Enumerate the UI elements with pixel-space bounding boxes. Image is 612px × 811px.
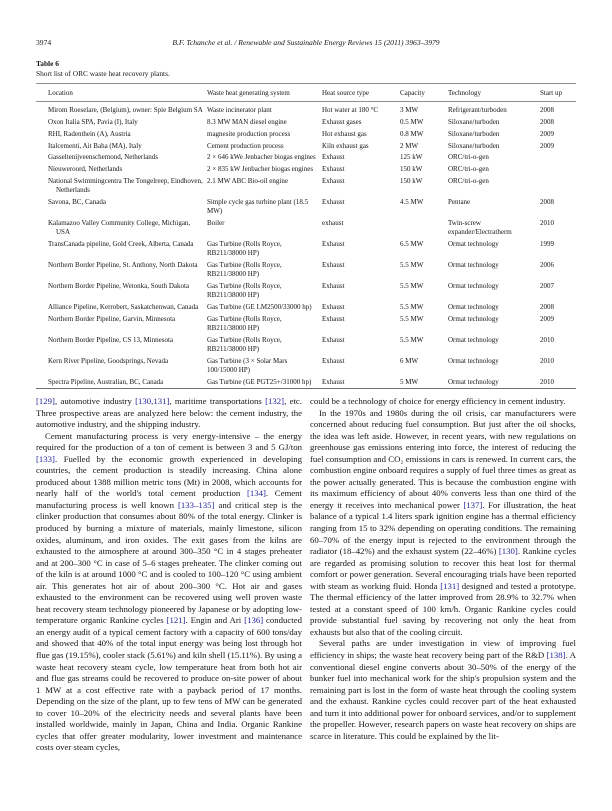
table-row [36, 260, 576, 281]
table-caption-block [36, 59, 576, 79]
cell-heat-source: Exhaust [322, 314, 345, 323]
cell-capacity: 0.5 MW [400, 118, 424, 126]
cell-heat-source: Exhaust gases [322, 118, 362, 126]
cell-location: Kalamazoo Valley Community College, Michigan, USA [48, 218, 191, 237]
cell-capacity: 4.5 MW [400, 197, 424, 206]
column-header: Location [36, 84, 207, 102]
citation-link[interactable]: [136] [244, 615, 264, 626]
cell-technology: ORC/tri-o-gen [448, 176, 489, 185]
cell-technology: Siloxane/turboden [448, 141, 500, 150]
cell-system: Waste incinerator plant [207, 106, 272, 115]
cell-system: 2 × 835 kW Jenbacher biogas engines [207, 165, 314, 174]
cell-technology: ORC/tri-o-gen [448, 153, 489, 162]
cell-capacity: 5.5 MW [400, 281, 424, 290]
table-label: Table 6 [36, 59, 59, 68]
table-body [36, 102, 576, 389]
cell-technology: Siloxane/turboden [448, 129, 500, 138]
table-row [36, 129, 576, 141]
cell-heat-source: Exhaust [322, 260, 345, 269]
cell-heat-source: Exhaust [322, 356, 345, 365]
cell-location: Mirom Roeselare, (Belgium), owner: Spie Belgium SA [48, 106, 203, 115]
cell-system: Gas Turbine (3 × Solar Mars 100/15000 HP) [207, 356, 288, 374]
cell-heat-source: Hot water at 180 °C [322, 106, 379, 115]
column-header: Technology [448, 84, 540, 102]
citation-link[interactable]: [134] [246, 488, 266, 499]
table-row [36, 102, 576, 117]
cell-technology: Refrigerant/turboden [448, 106, 507, 115]
cell-heat-source: Exhaust [322, 302, 345, 311]
cell-location: Italcementi, Ait Baha (MA), Italy [48, 141, 142, 150]
cell-location: Northern Border Pipeline, CS 13, Minnesota [48, 335, 174, 344]
cell-technology: Twin-screw expander/Electratherm [448, 218, 512, 237]
cell-technology: Ormat technology [448, 335, 499, 344]
table-row [36, 164, 576, 176]
cell-system: 2 × 646 kWe Jenbacher biogas engines [207, 153, 316, 162]
cell-location: Northern Border Pipeline, Garvin, Minnesota [48, 314, 176, 323]
cell-start-up: 2009 [540, 141, 554, 150]
cell-heat-source: Exhaust [322, 197, 345, 206]
column-header: Start up [540, 84, 576, 102]
cell-capacity [400, 218, 448, 239]
running-head-title: B.F. Tchanche et al. / Renewable and Sustainable Energy Reviews 15 (2011) 3963–3979 [172, 38, 440, 47]
cell-system: Boiler [207, 218, 225, 227]
cell-capacity: 150 kW [400, 165, 423, 174]
cell-location: Northern Border Pipeline, St. Anthony, North Dakota [48, 260, 198, 269]
cell-location: Savona, BC, Canada [48, 197, 106, 206]
cell-start-up: 2006 [540, 260, 554, 269]
citation-link[interactable]: [138] [546, 650, 566, 661]
cell-capacity: 150 kW [400, 176, 423, 185]
running-header [36, 38, 576, 47]
cell-capacity: 5.5 MW [400, 302, 424, 311]
cell-location: Kern River Pipeline, Goodsprings, Nevada [48, 356, 169, 365]
cell-heat-source: Exhaust [322, 377, 345, 386]
orc-plants-table [36, 83, 576, 389]
cell-technology: Ormat technology [448, 377, 499, 386]
cell-capacity: 0.8 MW [400, 129, 424, 138]
cell-technology: Ormat technology [448, 302, 499, 311]
cell-location: Gasseltenijveenschemond, Netherlands [48, 153, 159, 162]
cell-start-up [540, 176, 576, 197]
cell-system: 8.3 MW MAN diesel engine [207, 118, 287, 126]
cell-heat-source: Kiln exhaust gas [322, 141, 369, 150]
citation-link[interactable]: [137] [463, 499, 483, 510]
cell-system: Gas Turbine (Rolls Royce, RB211/38000 HP) [207, 335, 282, 353]
table-row [36, 117, 576, 129]
cell-location: TransCanada pipeline, Gold Creek, Alberta, Canada [48, 239, 194, 248]
citation-link[interactable]: [133–135] [178, 499, 215, 510]
table-row [36, 152, 576, 164]
body-text [36, 396, 576, 754]
cell-system: Gas Turbine (Rolls Royce, RB211/38000 HP) [207, 260, 282, 279]
citation-link[interactable]: [131] [440, 580, 460, 591]
table-row [36, 218, 576, 239]
cell-start-up: 2008 [540, 106, 554, 115]
cell-heat-source: Exhaust [322, 153, 345, 162]
cell-start-up: 2009 [540, 129, 554, 138]
cell-heat-source: Exhaust [322, 165, 345, 174]
table-row [36, 197, 576, 218]
cell-location: Nieuweroord, Netherlands [48, 165, 123, 174]
citation-link[interactable]: [132] [265, 396, 285, 406]
right-text-column [310, 396, 576, 742]
table-row [36, 176, 576, 197]
cell-start-up: 2010 [540, 218, 554, 227]
cell-technology: Ormat technology [448, 260, 499, 269]
page-number: 3974 [36, 38, 52, 47]
table-row [36, 313, 576, 334]
cell-system: Gas Turbine (Rolls Royce, RB211/38000 HP) [207, 314, 282, 332]
column-header: Waste heat generating system [207, 84, 322, 102]
table-caption: Short list of ORC waste heat recovery plants. [36, 68, 170, 78]
cell-technology: Ormat technology [448, 314, 499, 323]
cell-capacity: 6 MW [400, 356, 419, 365]
cell-heat-source: Exhaust [322, 239, 345, 248]
cell-capacity: 5.5 MW [400, 314, 424, 323]
cell-start-up: 2010 [540, 335, 554, 344]
cell-start-up: 2010 [540, 356, 554, 365]
table-header-row [36, 84, 576, 102]
cell-system: Gas Turbine (Rolls Royce, RB211/38000 HP) [207, 281, 282, 300]
citation-link[interactable]: [130,131] [135, 396, 170, 406]
cell-location: Alliance Pipeline, Kerrobert, Saskatchenwan, Canada [48, 302, 199, 311]
cell-heat-source: exhaust [322, 218, 344, 227]
cell-location: Oxon Italia SPA, Pavia (I), Italy [48, 118, 138, 126]
paragraph: [129], automotive industry [130,131], maritime transportations [132], etc. Three prospective areas are analyzed here below: the cement industry, the automotive industry, and the shipping industry. [36, 396, 302, 430]
table-row [36, 239, 576, 260]
cell-capacity: 125 kW [400, 153, 423, 162]
citation-link[interactable]: [129] [36, 396, 55, 406]
cell-start-up: 1999 [540, 239, 554, 248]
cell-heat-source: Exhaust [322, 335, 345, 344]
paragraph: Several paths are under investigation in view of improving fuel efficiency in ships; the waste heat recovery being part of the R&D [138]. A conventional diesel engine converts about 30–50% of the energy of the bunker fuel into mechanical work for the ship's propulsion system and the remaining part is lost in the form of waste heat through the cooling system and the exhaust. Rankine cycles could recover part of the heat exhausted and turn it into additional power for onboard services, and/or to supplement the propeller. However, research papers on waste heat recovery on ships are scarce in literature. This could be explained by the lit- [310, 638, 576, 741]
cell-capacity: 3 MW [400, 106, 419, 115]
cell-technology: Ormat technology [448, 281, 499, 290]
cell-start-up: 2010 [540, 377, 554, 386]
cell-start-up [540, 152, 576, 164]
column-header: Heat source type [322, 84, 400, 102]
paragraph: Cement manufacturing process is very energy-intensive – the energy required for the production of a ton of cement is between 3 and 5 GJ/ton [133]. Fuelled by the economic growth experienced in developing countries, the cement production is steadily increasing. China alone produced about 1388 million metric tons (Mt) in 2008, which accounts for nearly half of the world's total cement production [134]. Cement manufacturing process is well known [133–135] and critical step is the clinker production that consumes about 80% of the total energy. Clinker is produced by burning a mixture of materials, mainly limestone, silicon oxides, aluminum, and iron oxides. The exit gases from the kilns are exhausted to the atmosphere at around 300–350 °C in 4 stages preheater and at 200–300 °C in case of 5–6 stages preheater. The clinker coming out of the kiln is at around 1000 °C and is cooled to 100–120 °C using ambient air. This generates hot air of about 200–300 °C. Hot air and gases exhausted to the environment can be recovered using well proven waste heat recovery steam technology pioneered by Japanese or by adopting low-temperature organic Rankine cycles [121]. Engin and Ari [136] conducted an energy audit of a typical cement factory with a capacity of 600 tons/day and showed that 40% of the total input energy was being lost through hot flue gas (19.15%), cooler stack (5.61%) and kiln shell (15.11%). By using a waste heat recovery steam cycle, low temperature heat from both hot air and flue gas streams could be recovered to produce on-site power of about 1 MW at a cost effective rate with a payback period of 17 months. Depending on the size of the plant, up to few tens of MW can be generated to cover 10–20% of the electricity needs and several plants have been installed worldwide, mainly in Japan, China and India. Organic Rankine cycles that offer greater modularity, lower investment and maintenance costs over steam cycles, [36, 430, 303, 753]
paragraph: In the 1970s and 1980s during the oil crisis, car manufacturers were concerned about reducing fuel consumption. But just after the oil shocks, the idea was left aside. However, in recent years, with new regulations on greenhouse gas emissions entering into force, the interest of reducing the fuel consumption and CO₂ emissions in cars is renewed. In current cars, the combustion engine onboard requires a supply of fuel three times as great as the power actually generated. This is because the combustion engine with its maximum efficiency of about 40% converts less than one third of the energy it receives into mechanical power [137]. For illustration, the heat balance of a typical 1.4 liters spark ignition engine has a thermal efficiency ranging from 15 to 32% depending on operating conditions. The remaining 60–70% of the energy input is rejected to the environment through the radiator (18–42%) and the exhaust system (22–46%) [130]. Rankine cycles are regarded as promising solution to recover this heat lost for thermal comfort or power generation. Several encouraging trials have been reported with steam as working fluid. Honda [131] designed and tested a prototype. The thermal efficiency of the latter improved from 28.9% to 32.7% when tested at a constant speed of 100 km/h. Organic Rankine cycles could provide substantial fuel saving by recovering not only the heat from exhausts but also that of the cooling circuit. [310, 407, 576, 637]
cell-capacity: 5.5 MW [400, 335, 424, 344]
cell-system: Gas Turbine (GE PGT25+/31000 hp) [207, 377, 312, 386]
cell-technology: Ormat technology [448, 239, 499, 248]
table-row [36, 140, 576, 152]
citation-link[interactable]: [130] [498, 546, 518, 557]
column-header: Capacity [400, 84, 448, 102]
cell-location: Spectra Pipeline, Australian, BC, Canada [48, 377, 164, 386]
cell-heat-source: Hot exhaust gas [322, 129, 367, 138]
cell-system: Cement production process [207, 141, 284, 150]
table-row [36, 355, 576, 376]
cell-start-up: 2007 [540, 281, 554, 290]
cell-capacity: 5.5 MW [400, 260, 424, 269]
cell-system: magnesite production process [207, 129, 291, 138]
cell-technology: Ormat technology [448, 356, 499, 365]
table-row [36, 281, 576, 302]
citation-link[interactable]: [121] [166, 615, 186, 626]
citation-link[interactable]: [133] [36, 453, 55, 464]
cell-start-up: 2009 [540, 314, 554, 323]
cell-capacity: 2 MW [400, 141, 419, 150]
cell-technology: Siloxane/turboden [448, 118, 500, 126]
cell-start-up: 2008 [540, 118, 554, 126]
cell-system: Simple cycle gas turbine plant (18.5 MW) [207, 197, 309, 216]
cell-start-up [540, 164, 576, 176]
cell-location: National Swimmingcentra The Tongelreep, Eindhoven, Netherlands [48, 176, 203, 195]
cell-location: RHI, Radenthein (A), Austria [48, 129, 131, 138]
cell-technology: ORC/tri-o-gen [448, 165, 489, 174]
table-row [36, 376, 576, 388]
left-text-column [36, 396, 302, 754]
cell-system: Gas Turbine (GE LM2500/33000 hp) [207, 302, 312, 311]
cell-system: 2.1 MW ABC Bio-oil engine [207, 176, 288, 185]
cell-heat-source: Exhaust [322, 281, 345, 290]
cell-heat-source: Exhaust [322, 176, 345, 185]
cell-location: Northern Border Pipeline, Wetonka, South Dakota [48, 281, 190, 290]
paragraph: could be a technology of choice for energy efficiency in cement industry. [310, 396, 566, 406]
cell-start-up: 2008 [540, 197, 554, 206]
table-row [36, 302, 576, 314]
table-row [36, 334, 576, 355]
cell-start-up: 2008 [540, 302, 554, 311]
cell-capacity: 5 MW [400, 377, 419, 386]
cell-system: Gas Turbine (Rolls Royce, RB211/38000 HP) [207, 239, 282, 258]
cell-capacity: 6.5 MW [400, 239, 424, 248]
cell-technology: Pentane [448, 197, 471, 206]
